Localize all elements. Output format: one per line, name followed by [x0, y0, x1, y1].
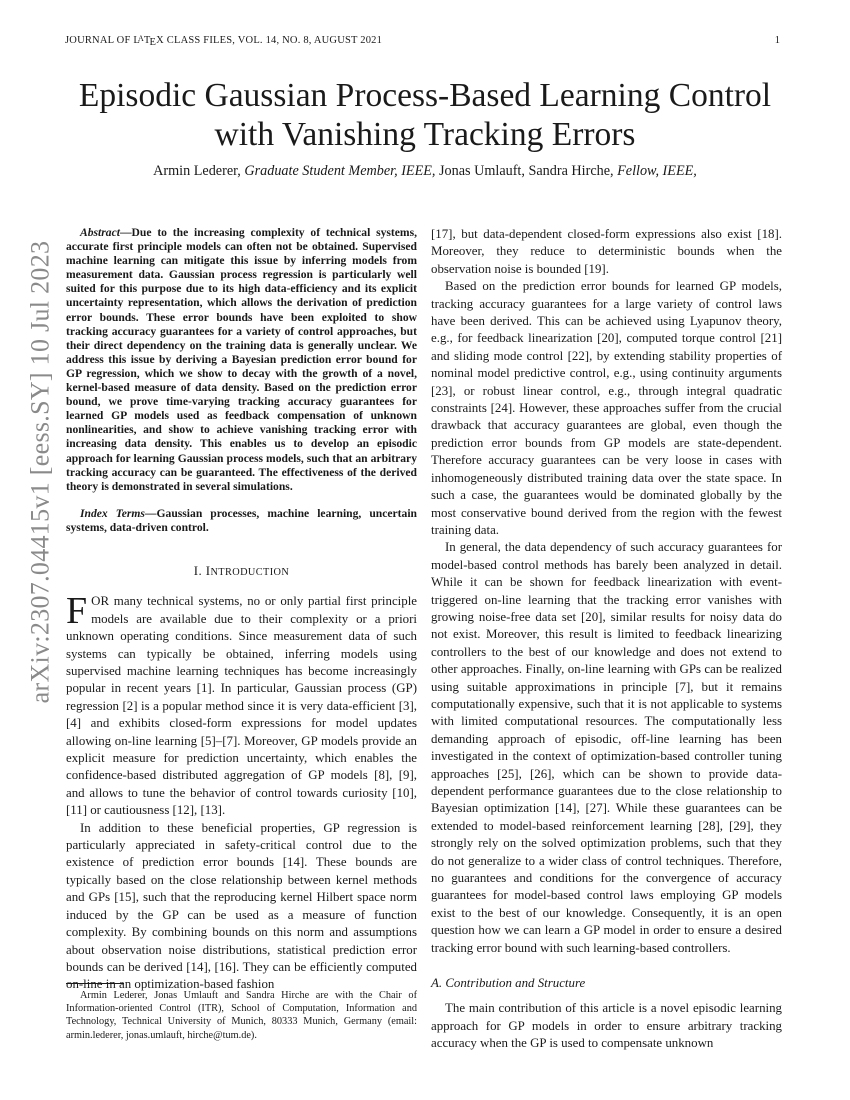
arxiv-stamp	[10, 240, 70, 704]
author-2-3: Jonas Umlauft, Sandra Hirche,	[439, 163, 614, 179]
intro-paragraph-2-cont: [17], but data-dependent closed-form expressions also exist [18]. Moreover, they reduce to deterministic bounds when the observation noise is bounded [19].	[431, 227, 782, 276]
index-terms-label: Index Terms	[80, 506, 145, 520]
abstract-label: Abstract	[80, 226, 120, 239]
abstract	[66, 226, 417, 494]
left-column	[66, 226, 417, 994]
arxiv-id: arXiv:2307.04415v1 [eess.SY] 10 Jul 2023	[25, 240, 55, 704]
footnote-rule	[66, 983, 124, 984]
affiliation-footnote: Armin Lederer, Jonas Umlauft and Sandra Hirche are with the Chair of Information-oriented Control (ITR), School of Computation, Information and Technology, Technical University of Munich, 80333 Munich, Germany (email: armin.lederer, jonas.umlauft, hirche@tum.de).	[66, 990, 417, 1041]
paper-title: Episodic Gaussian Process-Based Learning Control with Vanishing Tracking Errors	[78, 77, 772, 153]
intro-paragraph-2: In addition to these beneficial properties, GP regression is particularly appreciated in safety-critical control due to the existence of prediction error bounds [14]. These bounds are typically based on the close relationship between kernel methods and GPs [15], such that the reproducing kernel Hilbert space norm induced by the GP can be used as a measure of function complexity. By combining bounds on this norm and assumptions about observation noise distributions, statistical prediction error bounds can be derived [14], [16]. They can be efficiently computed on-line in an optimization-based fashion	[66, 820, 417, 992]
index-terms	[66, 507, 417, 535]
author-1-role: Graduate Student Member, IEEE,	[244, 163, 436, 179]
intro-paragraph-4: In general, the data dependency of such accuracy guarantees for model-based control methods has barely been analyzed in detail. While it can be shown for feedback linearization with event-triggered on-line learning that the tracking error vanishes with growing noise-free data set [20], similar results for noisy data do not exist. Moreover, this result is limited to feedback linearizing controllers to the best of our knowledge and does not extend to other approaches. Finally, on-line learning with GPs can be realized using suitable approximations in principle [7], but it remains computationally expensive, such that it is not applicable to systems with limited computational resources. The computationally less demanding approach of episodic, off-line learning has been investigated in the context of optimization-based controller tuning approaches [25], [26], which can be shown to provide data-dependent performance guarantees due to the close relationship to Bayesian optimization [14], [27]. While these guarantees can be extended to model-based reinforcement learning [28], [29], they strongly rely on the solved optimization problems, such that they do not generalize to a wider class of control techniques. Therefore, no guarantees and conditions for the convergence of accuracy guarantees for model-based control laws employing GP models exist to the best of our knowledge. Consequently, it is an open question how we can learn a GP model in order to ensure a desired tracking error bound with such learning-based controllers.	[431, 540, 782, 955]
intro-paragraph-1-text: OR many technical systems, no or only partial first principle models are available due to their complexity or a priori unknown operating conditions. Since measurement data of such systems can typically be obtained, inferring models using supervised machine learning techniques has become increasingly popular in recent years [1]. In particular, Gaussian process (GP) regression [2] is a popular method since it is very data-efficient [3], [4] and exhibits closed-form expressions for model updates allowing on-line learning [5]–[7]. Moreover, GP models provide an explicit measure for prediction uncertainty, which enables the confidence-based distributed aggregation of GP models [8], [9], and allows to tune the behavior of control towards curiosity [10], [11] or cautiousness [12], [13].	[66, 594, 417, 818]
author-3-role: Fellow, IEEE,	[617, 163, 697, 179]
right-column	[431, 226, 782, 1053]
drop-cap: F	[66, 590, 88, 633]
running-header: JOURNAL OF LATEX CLASS FILES, VOL. 14, NO. 8, AUGUST 2021	[65, 34, 383, 48]
author-1: Armin Lederer,	[153, 163, 241, 179]
abstract-text: —Due to the increasing complexity of technical systems, accurate first principle models can often not be obtained. Supervised machine learning can mitigate this issue by inferring models from measurement data. Gaussian process regression is particularly well suited for this purpose due to its high data-efficiency and its explicit uncertainty representation, which allows the derivation of prediction error bounds. These error bounds have been exploited to show tracking accuracy guarantees for a variety of control approaches, but their direct dependency on the training data is generally unclear. We address this issue by deriving a Bayesian prediction error bound for GP regression, which we show to decay with the growth of a novel, kernel-based measure of data density. Based on the prediction error bound, we prove time-varying tracking accuracy guarantees for learned GP models used as feedback compensation of unknown nonlinearities, and show to achieve vanishing tracking error with increasing data density. This enables us to develop an episodic approach for learning Gaussian process models, such that an arbitrary tracking accuracy can be guaranteed. The effectiveness of the derived theory is demonstrated in several simulations.	[66, 226, 417, 493]
subsection-heading-contribution: A. Contribution and Structure	[431, 976, 586, 991]
index-terms-text: —Gaussian processes, machine learning, uncertain systems, data-driven control.	[66, 506, 417, 534]
intro-paragraph-1	[66, 590, 417, 819]
author-line	[60, 163, 790, 180]
contribution-paragraph-1: The main contribution of this article is a novel episodic learning approach for GP models in order to ensure arbitrary tracking accuracy when the GP is used to compensate unknown	[431, 1001, 782, 1051]
intro-paragraph-3: Based on the prediction error bounds for learned GP models, tracking accuracy guarantees for a large variety of control laws have been derived. This can be achieved using Lyapunov theory, e.g., for feedback linearization [20], computed torque control [21] and sliding mode control [22], by extending stability properties of nominal model predictive control, e.g., using continuity arguments [23], or robust linear control, e.g., through integral quadratic constraints [24]. However, these approaches suffer from the crucial drawback that accuracy guarantees are global, even though the prediction error bounds from GP models are state-dependent. Therefore accuracy guarantees can be very loose in cases with inhomogeneously distributed training data over the state space. In such a case, the guarantees would be dominated globally by the most conservative bound derived from the region with the fewest training data.	[431, 279, 782, 537]
section-heading-introduction: I. INTRODUCTION	[193, 563, 290, 578]
page-number: 1	[774, 35, 780, 46]
